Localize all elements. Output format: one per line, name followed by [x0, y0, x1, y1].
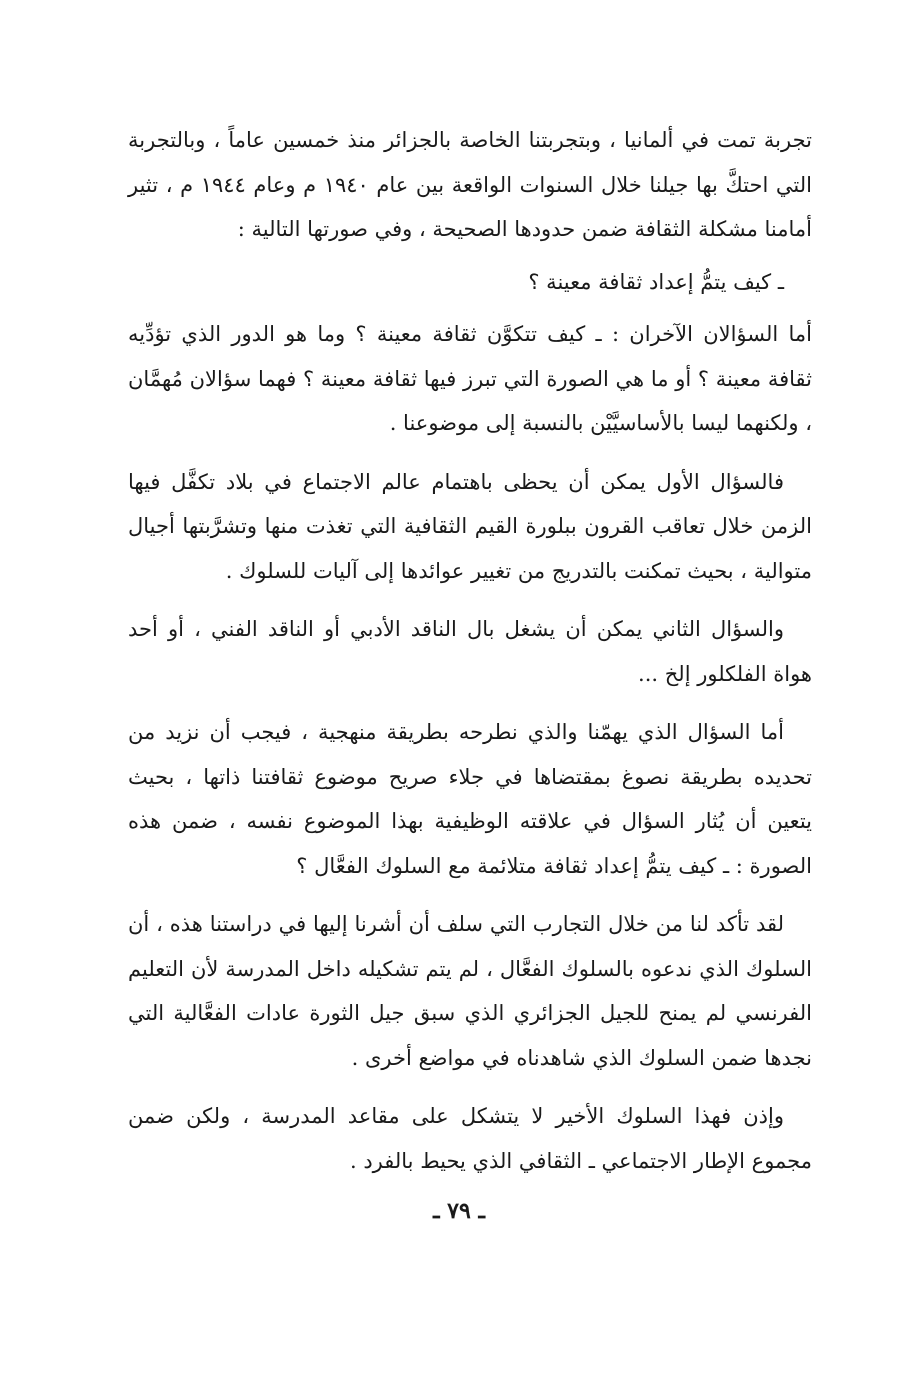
page-body: [128, 118, 812, 1183]
paragraph-3: أما السؤالان الآخران : ـ كيف تتكوَّن ثقافة معينة ؟ وما هو الدور الذي تؤدِّيه ثقافة معينة ؟ أو ما هي الصورة التي تبرز فيها ثقافة معينة ؟ فهما سؤالان مُهمَّان ، ولكنهما ليسا بالأساسيَّيْن بالنسبة إلى موضوعنا .: [128, 322, 812, 435]
paragraph-6: أما السؤال الذي يهمّنا والذي نطرحه بطريقة منهجية ، فيجب أن نزيد من تحديده بطريقة نصوغ بمقتضاها في جلاء صريح موضوع ثقافتنا ذاتها ، بحيث يتعين أن يُثار السؤال في علاقته الوظيفية بهذا الموضوع نفسه ، ضمن هذه الصورة : ـ كيف يتمُّ إعداد ثقافة متلائمة مع السلوك الفعَّال ؟: [128, 720, 812, 878]
paragraph-8: وإذن فهذا السلوك الأخير لا يتشكل على مقاعد المدرسة ، ولكن ضمن مجموع الإطار الاجتماعي ـ الثقافي الذي يحيط بالفرد .: [128, 1104, 812, 1173]
page-number: ـ ٧٩ ـ: [433, 1198, 485, 1224]
paragraph-5: والسؤال الثاني يمكن أن يشغل بال الناقد الأدبي أو الناقد الفني ، أو أحد هواة الفلكلور إلخ ...: [128, 617, 812, 686]
paragraph-4: فالسؤال الأول يمكن أن يحظى باهتمام عالم الاجتماع في بلاد تكفَّل فيها الزمن خلال تعاقب القرون ببلورة القيم الثقافية التي تغذت منها وتشرَّبتها أجيال متوالية ، بحيث تمكنت بالتدريج من تغيير عوائدها إلى آليات للسلوك .: [128, 469, 812, 583]
paragraph-1: تجربة تمت في ألمانيا ، وبتجربتنا الخاصة بالجزائر منذ خمسين عاماً ، وبالتجربة التي احتكَّ بها جيلنا خلال السنوات الواقعة بين عام ١٩٤٠ م وعام ١٩٤٤ م ، تثير أمامنا مشكلة الثقافة ضمن حدودها الصحيحة ، وفي صورتها التالية :: [128, 128, 812, 241]
paragraph-2-question: ـ كيف يتمُّ إعداد ثقافة معينة ؟: [528, 269, 784, 294]
paragraph-7: لقد تأكد لنا من خلال التجارب التي سلف أن أشرنا إليها في دراستنا هذه ، أن السلوك الذي ندعوه بالسلوك الفعَّال ، لم يتم تشكيله داخل المدرسة لأن التعليم الفرنسي لم يمنح للجيل الجزائري الذي سبق جيل الثورة عادات الفعَّالية التي نجدها ضمن السلوك الذي شاهدناه في مواضع أخرى .: [128, 912, 812, 1070]
